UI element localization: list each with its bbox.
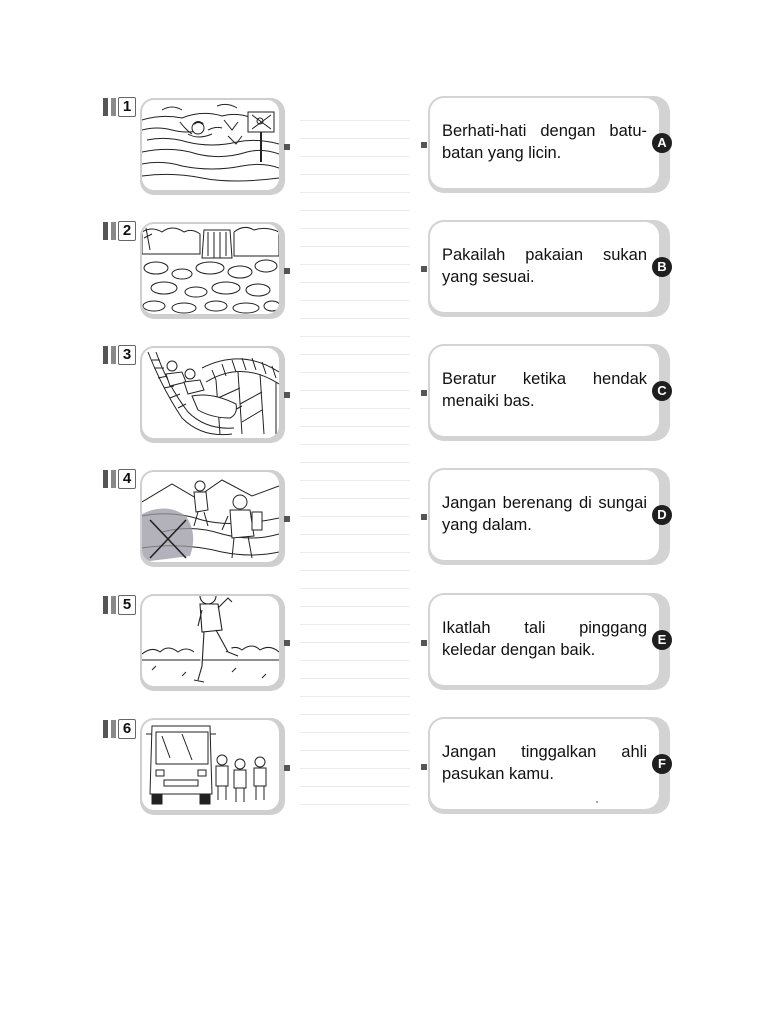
question-number: 5 — [118, 595, 136, 615]
question-number-tab — [103, 595, 137, 615]
match-dot-right[interactable] — [421, 514, 427, 520]
bleed-through-texture — [300, 120, 410, 820]
match-dot-right[interactable] — [421, 640, 427, 646]
picture-hiking-group — [140, 470, 285, 567]
match-dot-left[interactable] — [284, 516, 290, 522]
bus-queue-icon — [142, 720, 279, 810]
match-dot-left[interactable] — [284, 765, 290, 771]
question-number-tab — [103, 345, 137, 365]
answer-text: Pakailah pakaian sukan yang sesuai. — [442, 246, 647, 286]
boy-exercising-icon — [142, 596, 279, 686]
answer-text: Jangan berenang di sungai yang dalam. — [442, 494, 647, 534]
answer-text: Beratur ketika hendak menaiki bas. — [442, 370, 647, 410]
match-dot-left[interactable] — [284, 144, 290, 150]
hiking-group-icon — [142, 472, 279, 562]
question-number: 1 — [118, 97, 136, 117]
question-number-tab — [103, 469, 137, 489]
answer-letter-badge: E — [652, 630, 672, 650]
picture-river-swimming — [140, 98, 285, 195]
question-number: 2 — [118, 221, 136, 241]
match-dot-right[interactable] — [421, 142, 427, 148]
question-number: 4 — [118, 469, 136, 489]
river-swimming-icon — [142, 100, 279, 190]
match-dot-left[interactable] — [284, 392, 290, 398]
match-dot-right[interactable] — [421, 390, 427, 396]
match-dot-right[interactable] — [421, 266, 427, 272]
picture-roller-coaster — [140, 346, 285, 443]
match-dot-left[interactable] — [284, 268, 290, 274]
question-number: 6 — [118, 719, 136, 739]
question-number-tab — [103, 719, 137, 739]
answer-text: Jangan tinggalkan ahli pasukan kamu. — [442, 743, 647, 783]
answer-card — [428, 344, 670, 441]
answer-letter-badge: C — [652, 381, 672, 401]
answer-text: Berhati-hati dengan batu-batan yang licin. — [442, 122, 647, 162]
question-number: 3 — [118, 345, 136, 365]
picture-bus-queue — [140, 718, 285, 815]
question-number-tab — [103, 97, 137, 117]
answer-card — [428, 593, 670, 690]
question-number-tab — [103, 221, 137, 241]
paper-speck — [596, 801, 598, 803]
answer-card — [428, 717, 670, 814]
roller-coaster-icon — [142, 348, 279, 438]
answer-letter-badge: D — [652, 505, 672, 525]
answer-letter-badge: F — [652, 754, 672, 774]
answer-letter-badge: A — [652, 133, 672, 153]
answer-card — [428, 220, 670, 317]
match-dot-left[interactable] — [284, 640, 290, 646]
match-dot-right[interactable] — [421, 764, 427, 770]
picture-waterfall-rocks — [140, 222, 285, 319]
waterfall-rocks-icon — [142, 224, 279, 314]
answer-card — [428, 96, 670, 193]
answer-text: Ikatlah tali pinggang keledar dengan baik. — [442, 619, 647, 659]
answer-letter-badge: B — [652, 257, 672, 277]
picture-boy-exercising — [140, 594, 285, 691]
answer-card — [428, 468, 670, 565]
